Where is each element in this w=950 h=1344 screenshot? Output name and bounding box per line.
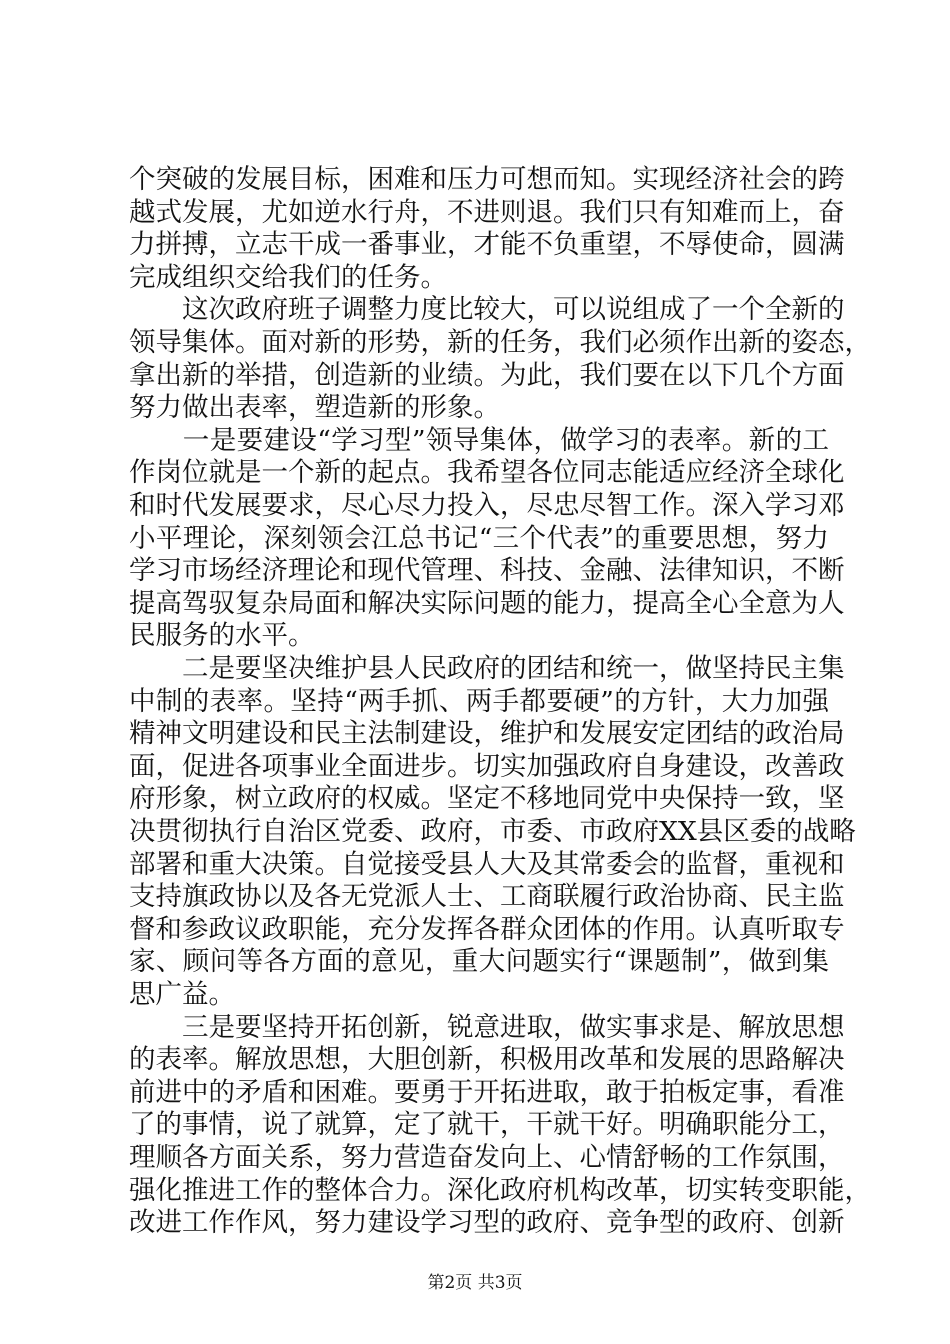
- text-line: 民服务的水平。: [129, 620, 315, 652]
- text-line: 学习市场经济理论和现代管理、科技、金融、法律知识，不断: [129, 555, 845, 587]
- text-line: 三是要坚持开拓创新，锐意进取，做实事求是、解放思想: [129, 1011, 845, 1043]
- text-line: 府形象，树立政府的权威。坚定不移地同党中央保持一致，坚: [129, 783, 845, 815]
- text-line: 个突破的发展目标，困难和压力可想而知。实现经济社会的跨: [129, 164, 845, 195]
- page-footer: 第2页 共3页: [427, 1273, 523, 1293]
- text-line: 完成组织交给我们的任务。: [129, 261, 447, 293]
- text-line: 和时代发展要求，尽心尽力投入，尽忠尽智工作。深入学习邓: [129, 490, 845, 521]
- text-line: 越式发展，尤如逆水行舟，不进则退。我们只有知难而上，奋: [129, 196, 845, 228]
- text-line: 支持旗政协以及各无党派人士、工商联履行政治协商、民主监: [129, 881, 845, 913]
- text-line: 理顺各方面关系，努力营造奋发向上、心情舒畅的工作氛围，: [129, 1142, 845, 1173]
- text-line: 决贯彻执行自治区党委、政府，市委、市政府XX县区委的战略: [129, 816, 856, 847]
- text-line: 小平理论，深刻领会江总书记“三个代表”的重要思想，努力: [129, 522, 829, 554]
- text-line: 前进中的矛盾和困难。要勇于开拓进取，敢于拍板定事，看准: [129, 1076, 845, 1108]
- text-line: 的表率。解放思想，大胆创新，积极用改革和发展的思路解决: [129, 1044, 845, 1076]
- text-line: 作岗位就是一个新的起点。我希望各位同志能适应经济全球化: [129, 457, 845, 489]
- text-line: 力拼搏，立志干成一番事业，才能不负重望，不辱使命，圆满: [129, 229, 845, 261]
- text-line: 一是要建设“学习型”领导集体，做学习的表率。新的工: [129, 424, 829, 456]
- text-line: 中制的表率。坚持“两手抓、两手都要硬”的方针，大力加强: [129, 685, 829, 717]
- text-line: 领导集体。面对新的形势，新的任务，我们必须作出新的姿态，: [129, 327, 871, 358]
- text-line: 精神文明建设和民主法制建设，维护和发展安定团结的政治局: [129, 718, 845, 750]
- text-line: 部署和重大决策。自觉接受县人大及其常委会的监督，重视和: [129, 848, 845, 880]
- text-line: 面，促进各项事业全面进步。切实加强政府自身建设，改善政: [129, 750, 845, 782]
- text-line: 改进工作作风，努力建设学习型的政府、竞争型的政府、创新: [129, 1207, 845, 1239]
- text-line: 督和参政议政职能，充分发挥各群众团体的作用。认真听取专: [129, 913, 845, 945]
- text-line: 二是要坚决维护县人民政府的团结和统一，做坚持民主集: [129, 653, 845, 684]
- text-line: 提高驾驭复杂局面和解决实际问题的能力，提高全心全意为人: [129, 587, 845, 619]
- text-line: 这次政府班子调整力度比较大，可以说组成了一个全新的: [129, 294, 845, 326]
- text-line: 强化推进工作的整体合力。深化政府机构改革，切实转变职能，: [129, 1174, 871, 1206]
- text-line: 拿出新的举措，创造新的业绩。为此，我们要在以下几个方面: [129, 359, 845, 391]
- text-line: 思广益。: [129, 979, 235, 1010]
- text-line: 了的事情，说了就算，定了就干，干就干好。明确职能分工，: [129, 1109, 845, 1141]
- text-line: 努力做出表率，塑造新的形象。: [129, 392, 500, 424]
- text-line: 家、顾问等各方面的意见，重大问题实行“课题制”，做到集: [129, 946, 829, 978]
